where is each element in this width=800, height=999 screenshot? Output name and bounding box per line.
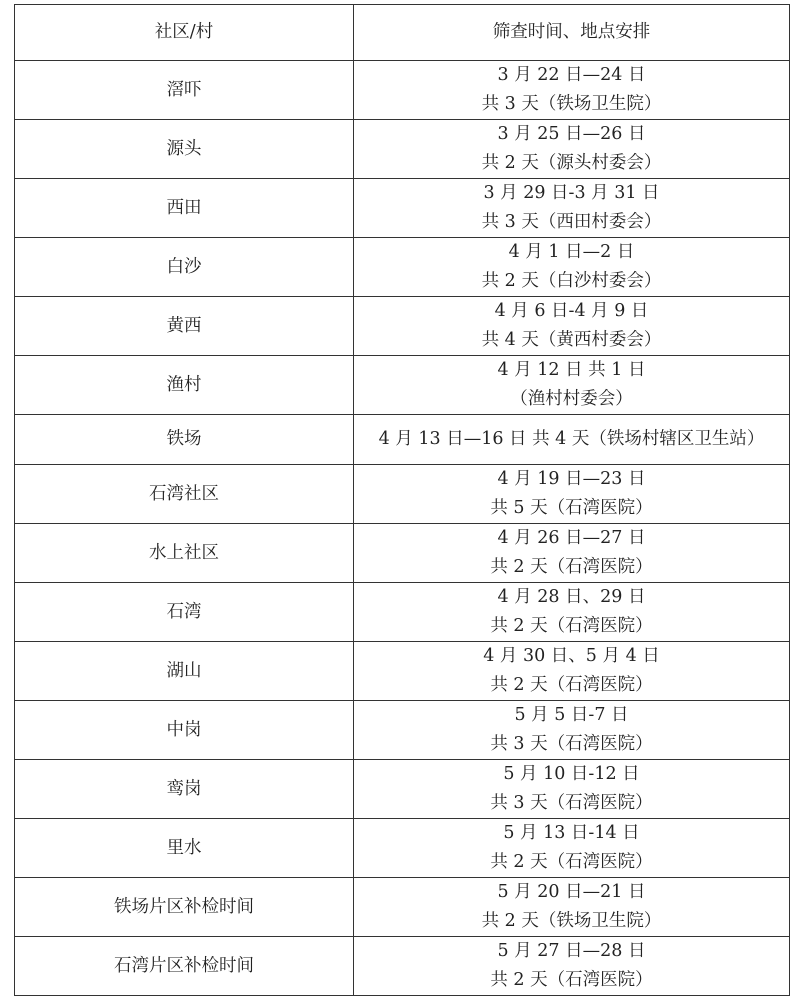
table-row	[15, 465, 790, 524]
schedule-dates: 5 月 27 日—28 日	[497, 941, 646, 961]
community-name: 湖山	[15, 642, 354, 701]
schedule-dates: 3 月 29 日-3 月 31 日	[483, 183, 660, 203]
community-name: 水上社区	[15, 524, 354, 583]
table-row	[15, 356, 790, 415]
schedule-dates: 5 月 13 日-14 日	[503, 823, 640, 843]
schedule-location: 共 2 天（白沙村委会）	[481, 271, 662, 291]
table-row	[15, 642, 790, 701]
schedule-dates: 5 月 5 日-7 日	[514, 705, 629, 725]
table-header-row	[15, 5, 790, 61]
schedule-cell	[354, 297, 790, 356]
community-name: 黄西	[15, 297, 354, 356]
community-name: 铁场片区补检时间	[15, 878, 354, 937]
schedule-location: 共 2 天（源头村委会）	[481, 153, 662, 173]
table-row	[15, 415, 790, 465]
community-name: 西田	[15, 179, 354, 238]
table-row	[15, 819, 790, 878]
schedule-cell	[354, 179, 790, 238]
community-name: 源头	[15, 120, 354, 179]
schedule-dates: 3 月 25 日—26 日	[497, 124, 646, 144]
schedule-location: （渔村村委会）	[510, 389, 633, 409]
table-row	[15, 878, 790, 937]
schedule-dates: 4 月 30 日、5 月 4 日	[483, 646, 660, 666]
schedule-location: 共 2 天（石湾医院）	[490, 852, 653, 872]
schedule-cell	[354, 701, 790, 760]
schedule-cell	[354, 238, 790, 297]
schedule-dates: 4 月 12 日 共 1 日	[497, 360, 646, 380]
schedule-cell	[354, 524, 790, 583]
schedule-location: 共 2 天（铁场卫生院）	[481, 911, 662, 931]
schedule-cell	[354, 465, 790, 524]
schedule-dates: 4 月 1 日—2 日	[508, 242, 635, 262]
schedule-cell	[354, 356, 790, 415]
table-row	[15, 297, 790, 356]
header-community: 社区/村	[15, 5, 354, 61]
schedule-dates: 5 月 20 日—21 日	[497, 882, 646, 902]
schedule-dates: 3 月 22 日—24 日	[497, 65, 646, 85]
schedule-location: 共 2 天（石湾医院）	[490, 557, 653, 577]
schedule-location: 共 4 天（黄西村委会）	[481, 330, 662, 350]
schedule-location: 共 2 天（石湾医院）	[490, 675, 653, 695]
schedule-dates: 4 月 26 日—27 日	[497, 528, 646, 548]
schedule-cell	[354, 120, 790, 179]
table-row	[15, 61, 790, 120]
schedule-cell	[354, 760, 790, 819]
schedule-dates: 4 月 19 日—23 日	[497, 469, 646, 489]
table-row	[15, 524, 790, 583]
community-name: 白沙	[15, 238, 354, 297]
header-schedule: 筛查时间、地点安排	[354, 5, 790, 61]
schedule-location: 共 2 天（石湾医院）	[490, 970, 653, 990]
schedule-cell	[354, 642, 790, 701]
schedule-dates: 4 月 13 日—16 日 共 4 天（铁场村辖区卫生站）	[378, 429, 765, 449]
schedule-dates: 5 月 10 日-12 日	[503, 764, 640, 784]
community-name: 滘吓	[15, 61, 354, 120]
schedule-cell	[354, 819, 790, 878]
table-row	[15, 120, 790, 179]
table-row	[15, 701, 790, 760]
schedule-cell	[354, 878, 790, 937]
table-row	[15, 760, 790, 819]
community-name: 里水	[15, 819, 354, 878]
schedule-cell	[354, 415, 790, 465]
schedule-dates: 4 月 28 日、29 日	[497, 587, 646, 607]
table-row	[15, 937, 790, 996]
schedule-location: 共 3 天（石湾医院）	[490, 734, 653, 754]
schedule-location: 共 2 天（石湾医院）	[490, 616, 653, 636]
schedule-location: 共 3 天（西田村委会）	[481, 212, 662, 232]
community-name: 渔村	[15, 356, 354, 415]
community-name: 石湾	[15, 583, 354, 642]
community-name: 中岗	[15, 701, 354, 760]
schedule-dates: 4 月 6 日-4 月 9 日	[494, 301, 649, 321]
table-row	[15, 238, 790, 297]
table-row	[15, 179, 790, 238]
schedule-cell	[354, 937, 790, 996]
community-name: 石湾片区补检时间	[15, 937, 354, 996]
schedule-location: 共 3 天（铁场卫生院）	[481, 94, 662, 114]
screening-schedule-table	[14, 4, 790, 996]
schedule-cell	[354, 583, 790, 642]
community-name: 铁场	[15, 415, 354, 465]
schedule-location: 共 3 天（石湾医院）	[490, 793, 653, 813]
community-name: 鸾岗	[15, 760, 354, 819]
schedule-location: 共 5 天（石湾医院）	[490, 498, 653, 518]
community-name: 石湾社区	[15, 465, 354, 524]
schedule-cell	[354, 61, 790, 120]
table-row	[15, 583, 790, 642]
